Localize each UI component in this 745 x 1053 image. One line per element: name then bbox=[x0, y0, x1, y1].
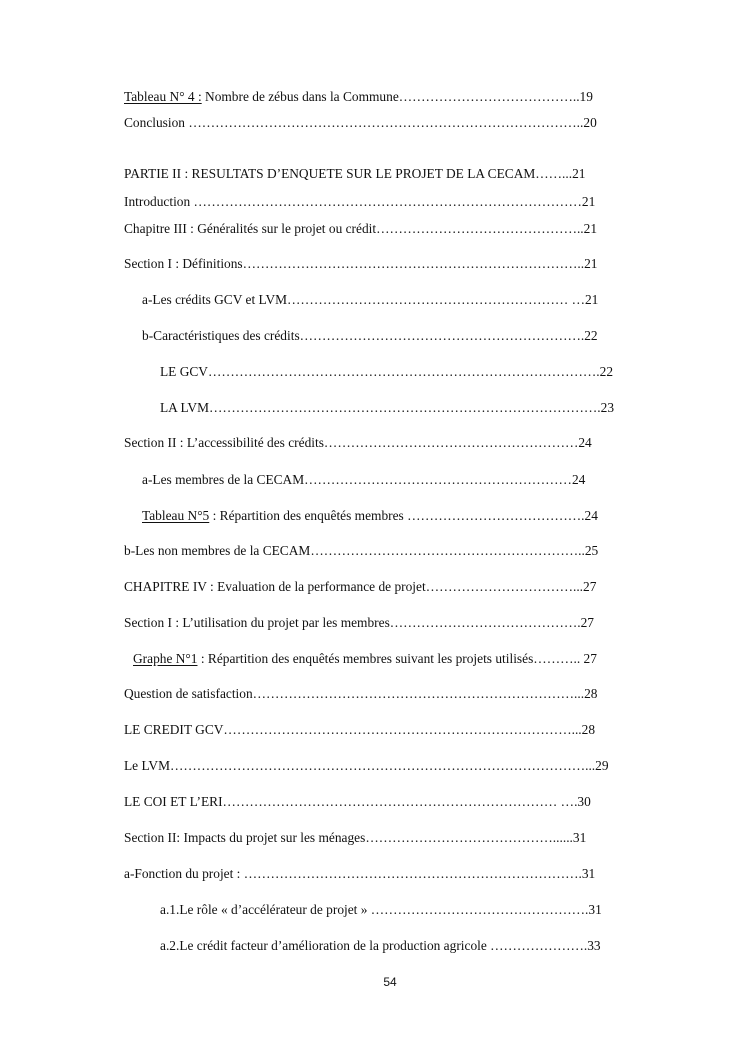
toc-entry-caracteristiques: b-Caractéristiques des crédits……………………………………………………….22 bbox=[142, 328, 598, 343]
toc-entry-question-satisfaction: Question de satisfaction………………………………………………………………...28 bbox=[124, 686, 598, 701]
toc-entry-graphe-1 bbox=[133, 651, 597, 667]
toc-entry-section-2-accessibilite: Section II : L’accessibilité des crédits…………………………………………………24 bbox=[124, 435, 592, 450]
page-number: 54 bbox=[383, 975, 397, 989]
toc-entry-chapitre-3: Chapitre III : Généralités sur le projet ou crédit………………………………………..21 bbox=[124, 221, 598, 236]
toc-entry-tableau-5 bbox=[142, 508, 598, 524]
toc-entry-role-accelerateur: a.1.Le rôle « d’accélérateur de projet » ………………………………………….31 bbox=[160, 902, 602, 917]
toc-entry-section-1-utilisation: Section I : L’utilisation du projet par les membres…………………………………….27 bbox=[124, 615, 594, 630]
toc-entry-section-2-impacts: Section II: Impacts du projet sur les ménages……………………………………......31 bbox=[124, 830, 587, 845]
toc-entry-le-lvm: Le LVM…………………………………………………………………………………...29 bbox=[124, 758, 609, 773]
toc-entry-text: Nombre de zébus dans la Commune…………………………………..19 bbox=[201, 89, 593, 104]
toc-entry-fonction-projet: a-Fonction du projet : ………………………………………………………………….31 bbox=[124, 866, 596, 881]
toc-entry-label-underlined: Tableau N° 4 : bbox=[124, 89, 202, 104]
toc-entry-text: : Répartition des enquêtés membres suivant les projets utilisés……….. 27 bbox=[197, 651, 597, 666]
toc-entry-le-gcv: LE GCV…………………………………………………………………………….22 bbox=[160, 364, 614, 379]
toc-entry-text: : Répartition des enquêtés membres ………………………………….24 bbox=[209, 508, 598, 523]
toc-entry-chapitre-4: CHAPITRE IV : Evaluation de la performance de projet……………………………...27 bbox=[124, 579, 597, 594]
toc-entry-non-membres-cecam: b-Les non membres de la CECAM……………………………………………………..25 bbox=[124, 543, 599, 558]
toc-entry-section-1-definitions: Section I : Définitions…………………………………………………………………..21 bbox=[124, 256, 598, 271]
toc-entry-credit-facteur: a.2.Le crédit facteur d’amélioration de la production agricole ………………….33 bbox=[160, 938, 601, 953]
toc-entry-conclusion: Conclusion ……………………………………………………………………………..20 bbox=[124, 115, 597, 130]
toc-entry-partie-2: PARTIE II : RESULTATS D’ENQUETE SUR LE PROJET DE LA CECAM……...21 bbox=[124, 166, 586, 181]
toc-entry-label-underlined: Graphe N°1 bbox=[133, 651, 198, 666]
toc-entry-coi-eri: LE COI ET L’ERI………………………………………………………………… ….30 bbox=[124, 794, 591, 809]
toc-entry-la-lvm: LA LVM…………………………………………………………………………….23 bbox=[160, 400, 615, 415]
toc-entry-introduction: Introduction ……………………………………………………………………………21 bbox=[124, 194, 596, 209]
toc-entry-label-underlined: Tableau N°5 bbox=[142, 508, 210, 523]
toc-entry-credit-gcv: LE CREDIT GCV……………………………………………………………………...28 bbox=[124, 722, 596, 737]
toc-entry-membres-cecam: a-Les membres de la CECAM……………………………………………………24 bbox=[142, 472, 586, 487]
toc-entry-credits-gcv-lvm: a-Les crédits GCV et LVM……………………………………………………… …21 bbox=[142, 292, 599, 307]
toc-entry-tableau-4 bbox=[124, 89, 593, 105]
